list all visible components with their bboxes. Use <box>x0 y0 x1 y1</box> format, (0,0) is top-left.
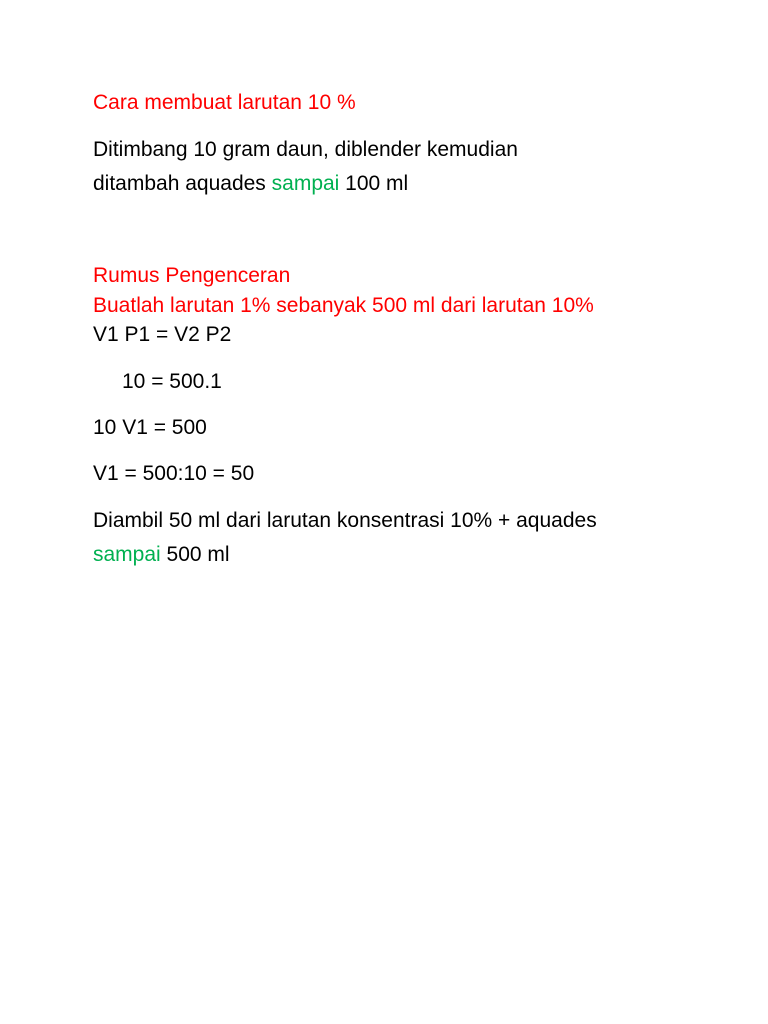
problem-statement: Buatlah larutan 1% sebanyak 500 ml dari larutan 10% <box>93 294 594 317</box>
paragraph-text: ditambah aquades <box>93 172 272 195</box>
formula: V1 P1 = V2 P2 <box>93 323 232 346</box>
paragraph-line-1: Ditimbang 10 gram daun, diblender kemudian <box>93 138 518 161</box>
conclusion-text: 500 ml <box>160 543 230 566</box>
calculation-step-1: 10 = 500.1 <box>122 370 222 393</box>
conclusion-line-2 <box>93 542 230 568</box>
calculation-step-3: V1 = 500:10 = 50 <box>93 462 255 485</box>
paragraph-line-2 <box>93 171 408 197</box>
highlight-word: sampai <box>271 172 340 195</box>
highlight-word: sampai <box>93 543 161 566</box>
section-title: Rumus Pengenceran <box>93 264 291 287</box>
calculation-step-2: 10 V1 = 500 <box>93 416 207 439</box>
paragraph-text: 100 ml <box>339 172 409 195</box>
heading: Cara membuat larutan 10 % <box>93 91 356 114</box>
conclusion-line-1: Diambil 50 ml dari larutan konsentrasi 10% + aquades <box>93 509 597 532</box>
